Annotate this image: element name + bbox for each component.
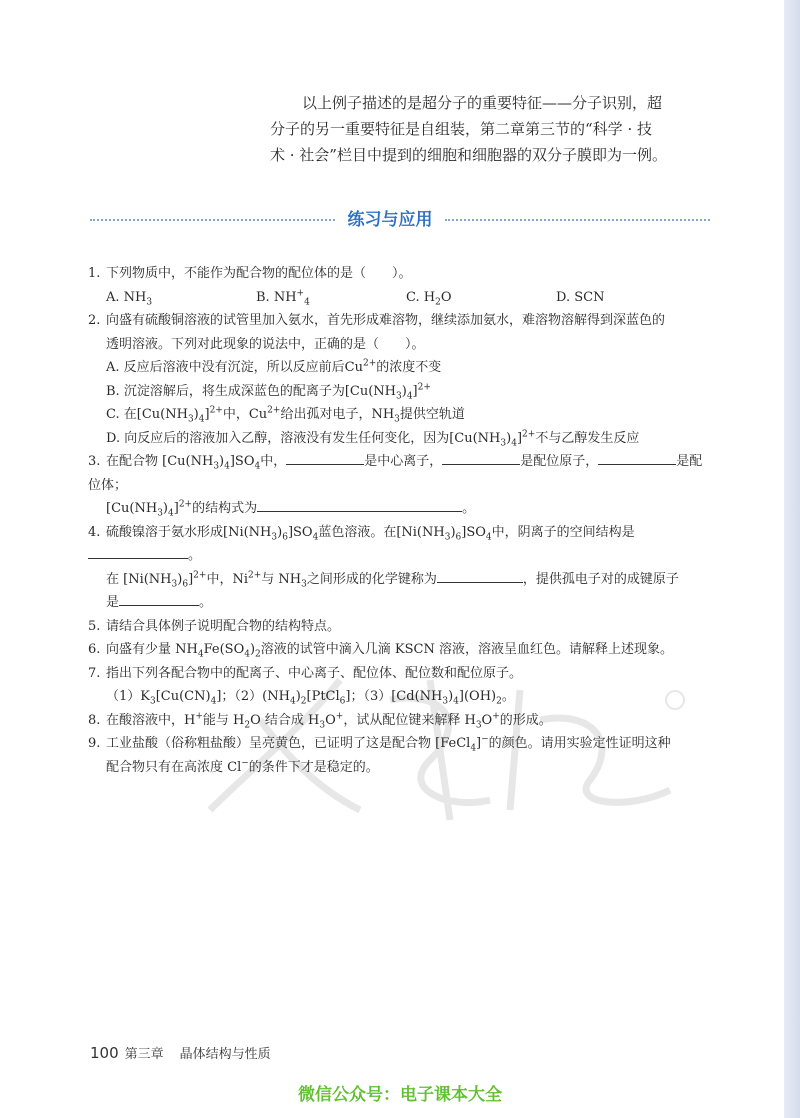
question-2-line2: 透明溶液。下列对此现象的说法中，正确的是（ ）。: [106, 336, 425, 352]
dotted-rule-right: [445, 219, 710, 221]
section-title: 练习与应用: [347, 210, 433, 230]
page-edge: [784, 0, 800, 1118]
answer-blank[interactable]: [88, 545, 188, 559]
answer-blank[interactable]: [437, 569, 523, 583]
question-6: 6. 向盛有少量 $NH_4Fe(SO_4)_2$溶液的试管中滴入几滴 KSCN 溶液，溶液呈血红色。请解释上述现象。: [88, 642, 673, 660]
exercise-list: [88, 262, 706, 779]
choice-b: B. 沉淀溶解后，将生成深蓝色的配离子为$[Cu(NH_3)_4]^{2+}$: [106, 382, 431, 402]
question-1: 1. 下列物质中，不能作为配合物的配位体的是（ ）。: [88, 266, 412, 281]
question-3: 3. 在配合物 $[Cu(NH_3)_4]SO_4$中， 是中心离子， 是配位原子， 是配位体；: [88, 450, 706, 497]
question-2: 2. 向盛有硫酸铜溶液的试管里加入氨水，首先形成难溶物，继续添加氨水，难溶物溶解得到深蓝色的: [88, 313, 666, 328]
choice-d: D. SCN: [556, 289, 605, 305]
chapter-label: 第三章: [124, 1047, 164, 1062]
chapter-title: 晶体结构与性质: [179, 1047, 271, 1062]
question-4-line3: 是 。: [88, 591, 706, 615]
intro-line: 分子的另一重要特征是自组装，第二章第三节的“科学 · 技: [270, 120, 652, 138]
answer-blank[interactable]: [257, 498, 462, 512]
question-9-line2: 配合物只有在高浓度 Cl−的条件下才是稳定的。: [106, 758, 379, 775]
choice-b: B. $NH^+_4$: [256, 288, 310, 308]
choice-d: D. 向反应后的溶液加入乙醇，溶液没有发生任何变化，因为$[Cu(NH_3)_4]^{2+}$不与乙醇发生反应: [106, 429, 640, 449]
answer-blank[interactable]: [286, 451, 364, 465]
choice-c: C. 在$[Cu(NH_3)_4]^{2+}$中，$Cu^{2+}$给出孤对电子，$NH_3$提供空轨道: [106, 405, 465, 425]
page-number: 100: [90, 1044, 119, 1062]
intro-paragraph: [270, 90, 710, 168]
choice-c: C. $H_2O$: [406, 289, 452, 308]
question-7: 7. 指出下列各配合物中的配离子、中心离子、配位体、配位数和配位原子。: [88, 665, 523, 681]
choice-a: A. 反应后溶液中没有沉淀，所以反应前后$Cu^{2+}$的浓度不变: [106, 358, 442, 375]
answer-blank[interactable]: [598, 451, 676, 465]
intro-line: 术 · 社会”栏目中提到的细胞和细胞器的双分子膜即为一例。: [270, 146, 667, 164]
question-9: 9. 工业盐酸（俗称粗盐酸）呈亮黄色，已证明了这是配合物 [FeCl$_4$]−的颜色。请用实验定性证明这种: [88, 734, 671, 754]
answer-blank[interactable]: [119, 592, 199, 606]
wechat-banner: 微信公众号：电子课本大全: [298, 1085, 502, 1105]
question-3-line2: $[Cu(NH_3)_4]^{2+}$的结构式为 。: [106, 499, 476, 519]
choice-a: A. $NH_3$: [106, 289, 153, 308]
dotted-rule-left: [90, 219, 335, 221]
page-footer: [90, 1043, 271, 1062]
question-5: 5. 请结合具体例子说明配合物的结构特点。: [88, 618, 341, 634]
section-header: [90, 205, 710, 235]
intro-line: 以上例子描述的是超分子的重要特征——分子识别，超: [302, 94, 663, 112]
answer-blank[interactable]: [442, 451, 520, 465]
question-1-choices: [88, 286, 706, 310]
question-4-line2: 在 $[Ni(NH_3)_6]^{2+}$中，$Ni^{2+}$与 $NH_3$之间形成的化学键称为 ，提供孤电子对的成键原子: [106, 570, 679, 590]
question-7-items: $(1)K_3[Cu(CN)_4]$；$(2)(NH_4)_2[PtCl_6]$；$(3)[Cd(NH_3)_4](OH)_2$。: [106, 689, 515, 707]
question-8: 8. 在酸溶液中，H+能与 $H_2O$ 结合成 $H_3O^+$，试从配位键来解释 $H_3O^+$的形成。: [88, 711, 552, 731]
question-4: 4. 硫酸镍溶于氨水形成$[Ni(NH_3)_6]SO_4$蓝色溶液。在$[Ni(NH_3)_6]SO_4$中，阴离子的空间结构是。: [88, 524, 635, 563]
